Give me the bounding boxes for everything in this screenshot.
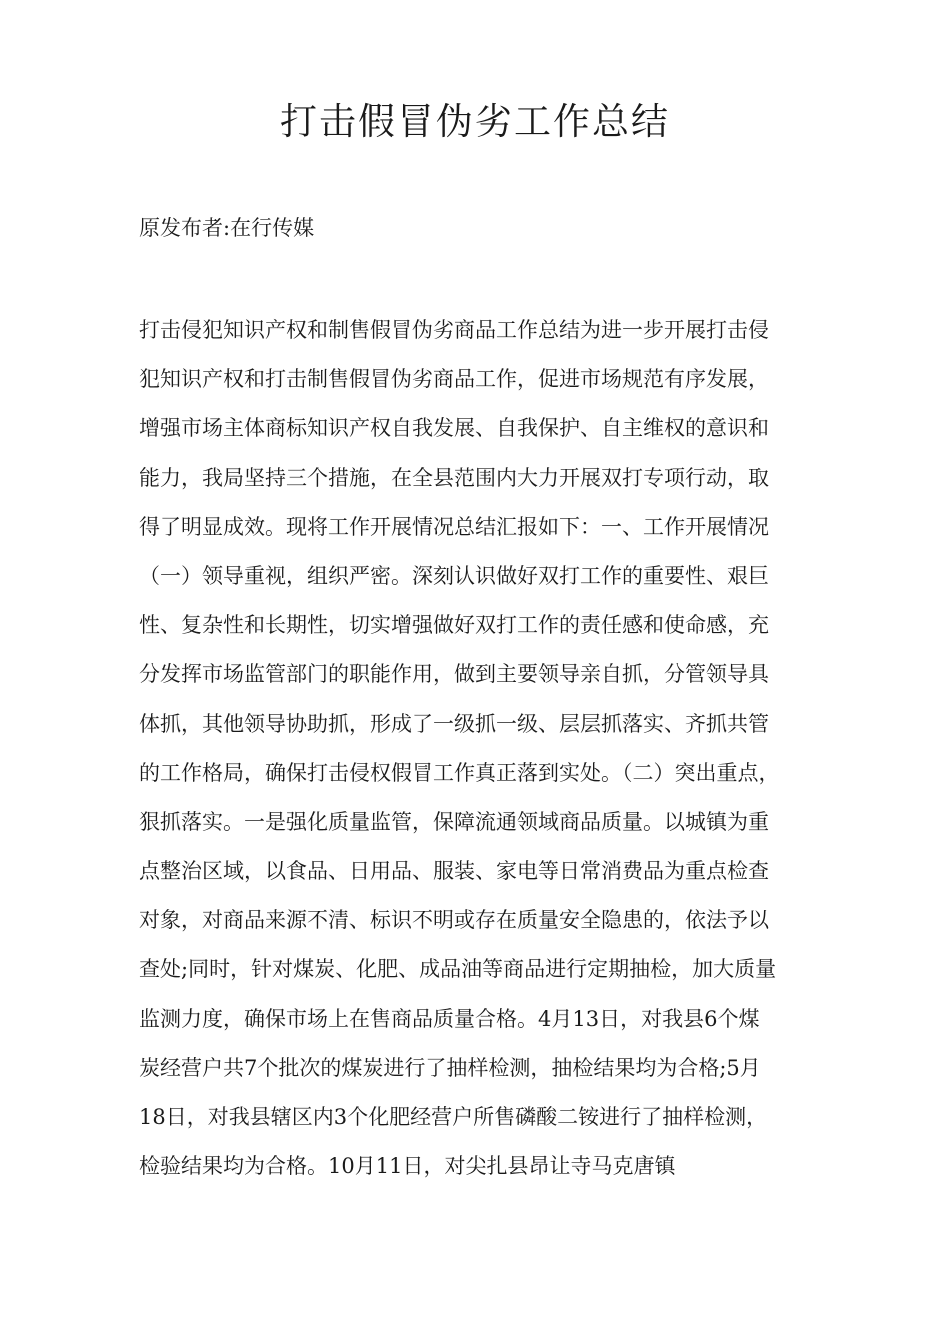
body-line: 能力，我局坚持三个措施，在全县范围内大力开展双打专项行动，取 <box>139 465 769 490</box>
body-line: 分发挥市场监管部门的职能作用，做到主要领导亲自抓，分管领导具 <box>139 662 769 687</box>
body-line: 对象，对商品来源不清、标识不明或存在质量安全隐患的，依法予以 <box>139 908 769 933</box>
body-line: 狠抓落实。一是强化质量监管，保障流通领域商品质量。以城镇为重 <box>139 809 769 834</box>
body-line: 体抓，其他领导协助抓，形成了一级抓一级、层层抓落实、齐抓共管 <box>139 711 769 736</box>
body-line: 查处;同时，针对煤炭、化肥、成品油等商品进行定期抽检，加大质量 <box>139 957 777 982</box>
document-body <box>139 306 829 1191</box>
body-line: 点整治区域，以食品、日用品、服装、家电等日常消费品为重点检查 <box>139 859 769 884</box>
body-line: 增强市场主体商标知识产权自我发展、自我保护、自主维权的意识和 <box>139 416 769 441</box>
body-line: 打击侵犯知识产权和制售假冒伪劣商品工作总结为进一步开展打击侵 <box>139 318 769 342</box>
body-line: 得了明显成效。现将工作开展情况总结汇报如下：一、工作开展情况 <box>139 514 769 539</box>
body-line: 18日，对我县辖区内3个化肥经营户所售磷酸二铵进行了抽样检测， <box>139 1105 768 1129</box>
body-line: 性、复杂性和长期性，切实增强做好双打工作的责任感和使命感，充 <box>139 613 769 638</box>
body-line: （一）领导重视，组织严密。深刻认识做好双打工作的重要性、艰巨 <box>139 563 769 588</box>
publisher-line: 原发布者:在行传媒 <box>139 216 315 240</box>
body-line: 监测力度，确保市场上在售商品质量合格。4月13日，对我县6个煤 <box>139 1006 760 1031</box>
body-line: 检验结果均为合格。10月11日，对尖扎县昂让寺马克唐镇 <box>139 1154 676 1179</box>
body-line: 炭经营户共7个批次的煤炭进行了抽样检测，抽检结果均为合格;5月 <box>139 1055 761 1080</box>
document-title: 打击假冒伪劣工作总结 <box>280 100 670 143</box>
body-line: 犯知识产权和打击制售假冒伪劣商品工作，促进市场规范有序发展， <box>139 367 769 392</box>
body-line: 的工作格局，确保打击侵权假冒工作真正落到实处。（二）突出重点， <box>139 760 780 785</box>
